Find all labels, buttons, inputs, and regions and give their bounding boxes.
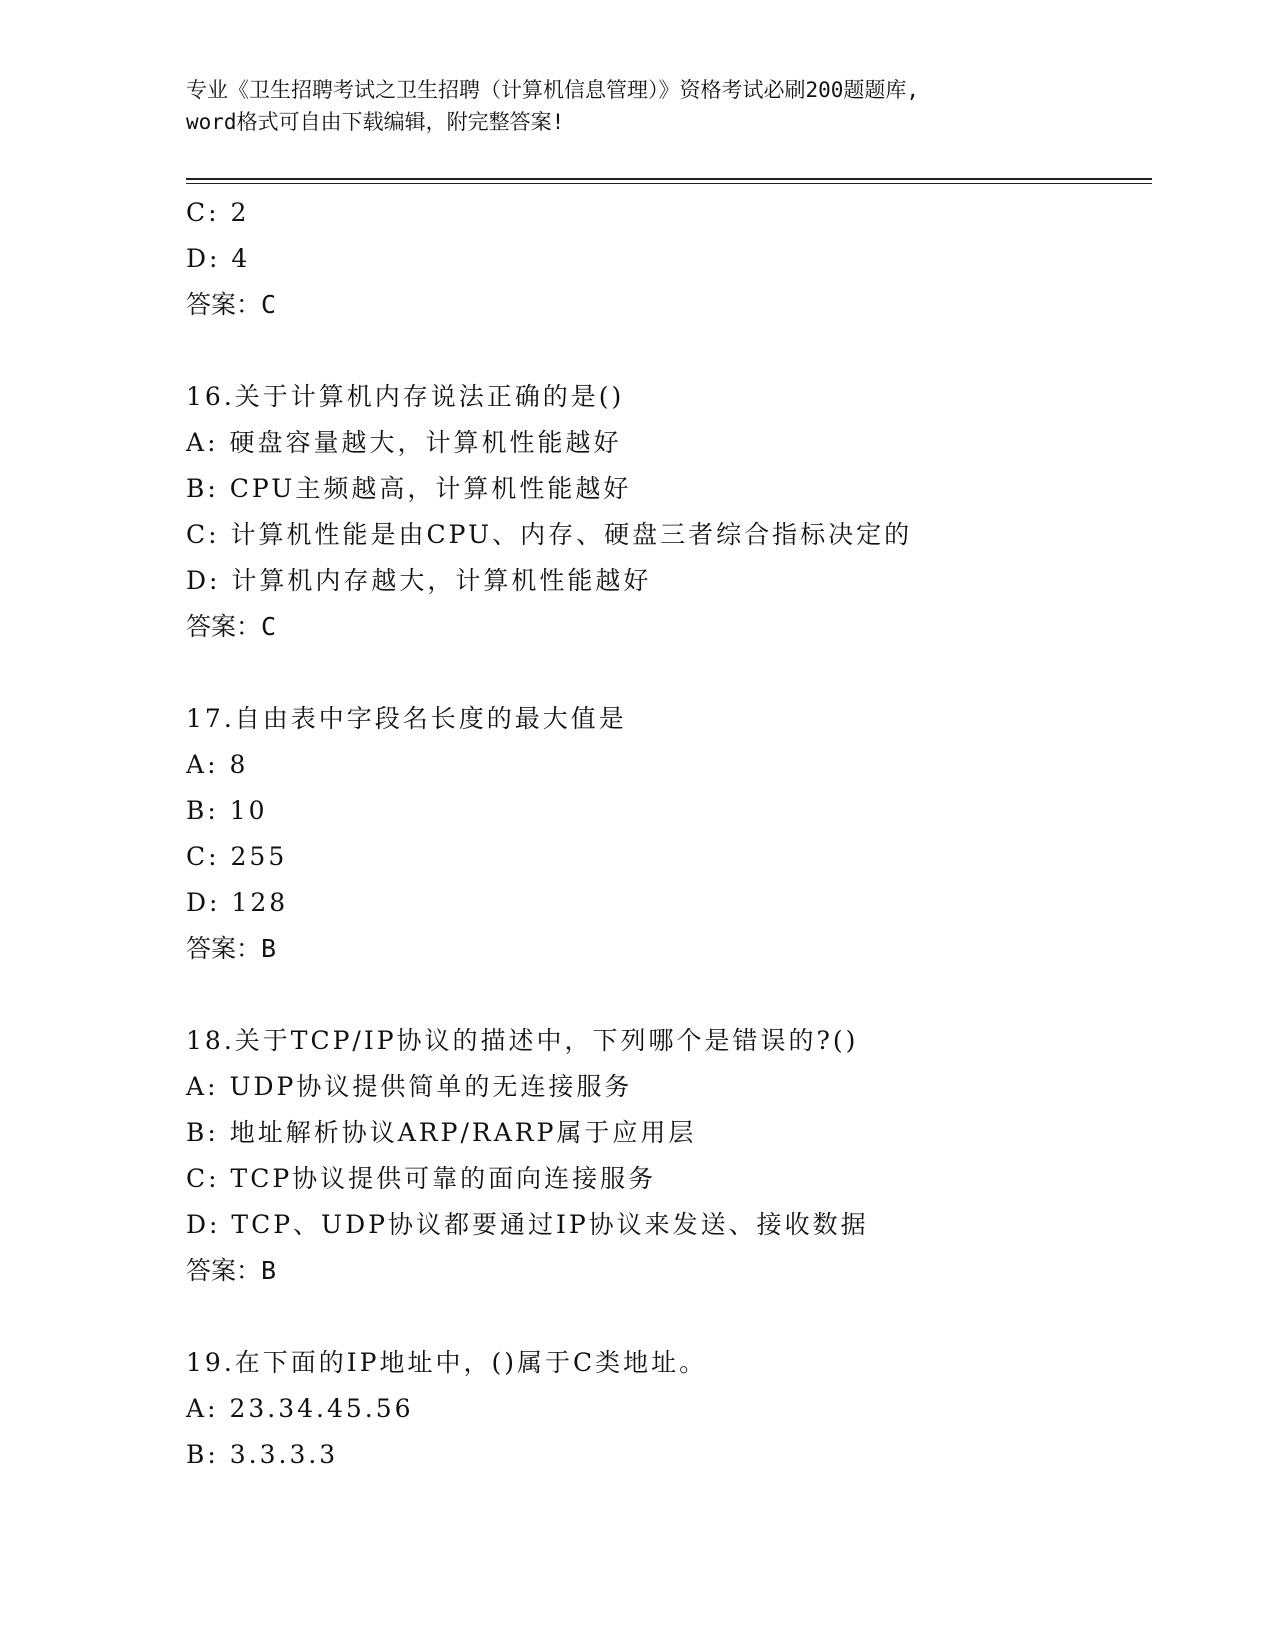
option-text: 硬盘容量越大，计算机性能越好 bbox=[229, 428, 622, 457]
answer: 答案：B bbox=[186, 934, 277, 963]
option-label: B bbox=[186, 1440, 208, 1469]
option-text: 4 bbox=[231, 244, 251, 273]
option-label: B bbox=[186, 1118, 208, 1147]
question-15-continued bbox=[186, 190, 1152, 374]
option-label: D bbox=[186, 566, 210, 595]
question-text: 关于计算机内存说法正确的是() bbox=[234, 382, 625, 411]
option-label: A bbox=[186, 1072, 208, 1101]
spacer bbox=[186, 328, 1152, 374]
answer: 答案：C bbox=[186, 612, 277, 641]
question-number: 16 bbox=[186, 382, 224, 411]
question-list bbox=[186, 190, 1152, 1478]
spacer bbox=[186, 650, 1152, 696]
option-label: A bbox=[186, 428, 208, 457]
option-a: A: 硬盘容量越大，计算机性能越好 bbox=[186, 428, 622, 457]
option-label: D bbox=[186, 888, 210, 917]
option-d: D: 128 bbox=[186, 888, 289, 917]
option-c: C: TCP协议提供可靠的面向连接服务 bbox=[186, 1164, 657, 1193]
answer: 答案：B bbox=[186, 1256, 277, 1285]
question-number: 18 bbox=[186, 1026, 224, 1055]
option-text: 2 bbox=[230, 198, 250, 227]
option-label: C bbox=[186, 520, 209, 549]
option-a: A: UDP协议提供简单的无连接服务 bbox=[186, 1072, 633, 1101]
option-label: D bbox=[186, 1210, 210, 1239]
option-text: TCP协议提供可靠的面向连接服务 bbox=[230, 1164, 657, 1193]
option-text: 计算机性能是由CPU、内存、硬盘三者综合指标决定的 bbox=[230, 520, 913, 549]
option-label: C bbox=[186, 198, 209, 227]
option-text: CPU主频越高，计算机性能越好 bbox=[229, 474, 632, 503]
spacer bbox=[186, 1294, 1152, 1340]
answer: 答案：C bbox=[186, 290, 277, 319]
header-divider-thin bbox=[186, 183, 1152, 184]
option-b: B: 3.3.3.3 bbox=[186, 1440, 339, 1469]
question-18 bbox=[186, 1018, 1152, 1340]
question-stem: 16.关于计算机内存说法正确的是() bbox=[186, 382, 625, 411]
question-number: 17 bbox=[186, 704, 224, 733]
header-title-line-1: 专业《卫生招聘考试之卫生招聘（计算机信息管理）》资格考试必刷200题题库, bbox=[186, 78, 920, 102]
option-label: A bbox=[186, 1394, 208, 1423]
option-b: B: CPU主频越高，计算机性能越好 bbox=[186, 474, 632, 503]
question-19 bbox=[186, 1340, 1152, 1478]
option-text: UDP协议提供简单的无连接服务 bbox=[229, 1072, 633, 1101]
question-stem: 19.在下面的IP地址中，()属于C类地址。 bbox=[186, 1348, 708, 1377]
option-label: C bbox=[186, 1164, 209, 1193]
option-a: A: 23.34.45.56 bbox=[186, 1394, 414, 1423]
option-label: D bbox=[186, 244, 210, 273]
header-divider-thick bbox=[186, 178, 1152, 180]
question-17 bbox=[186, 696, 1152, 1018]
option-d: D: TCP、UDP协议都要通过IP协议来发送、接收数据 bbox=[186, 1210, 869, 1239]
option-text: 128 bbox=[231, 888, 289, 917]
option-d: D: 计算机内存越大，计算机性能越好 bbox=[186, 566, 652, 595]
option-c: C: 255 bbox=[186, 842, 288, 871]
option-label: B bbox=[186, 474, 208, 503]
option-text: TCP、UDP协议都要通过IP协议来发送、接收数据 bbox=[231, 1210, 869, 1239]
option-label: C bbox=[186, 842, 209, 871]
question-text: 关于TCP/IP协议的描述中，下列哪个是错误的?() bbox=[234, 1026, 859, 1055]
header-title-line-2: word格式可自由下载编辑，附完整答案! bbox=[186, 110, 565, 134]
question-stem: 18.关于TCP/IP协议的描述中，下列哪个是错误的?() bbox=[186, 1026, 859, 1055]
option-b: B: 地址解析协议ARP/RARP属于应用层 bbox=[186, 1118, 697, 1147]
document-header bbox=[186, 74, 1086, 138]
option-b: B: 10 bbox=[186, 796, 268, 825]
option-c: C: 2 bbox=[186, 198, 250, 227]
option-text: 计算机内存越大，计算机性能越好 bbox=[231, 566, 652, 595]
option-text: 3.3.3.3 bbox=[229, 1440, 339, 1469]
option-text: 10 bbox=[229, 796, 268, 825]
spacer bbox=[186, 972, 1152, 1018]
question-stem: 17.自由表中字段名长度的最大值是 bbox=[186, 704, 627, 733]
question-text: 自由表中字段名长度的最大值是 bbox=[234, 704, 627, 733]
question-number: 19 bbox=[186, 1348, 224, 1377]
option-label: A bbox=[186, 750, 208, 779]
question-16 bbox=[186, 374, 1152, 696]
option-label: B bbox=[186, 796, 208, 825]
option-text: 255 bbox=[230, 842, 288, 871]
option-d: D: 4 bbox=[186, 244, 251, 273]
option-text: 23.34.45.56 bbox=[229, 1394, 414, 1423]
option-text: 8 bbox=[229, 750, 249, 779]
question-text: 在下面的IP地址中，()属于C类地址。 bbox=[234, 1348, 708, 1377]
option-a: A: 8 bbox=[186, 750, 249, 779]
option-c: C: 计算机性能是由CPU、内存、硬盘三者综合指标决定的 bbox=[186, 520, 913, 549]
option-text: 地址解析协议ARP/RARP属于应用层 bbox=[229, 1118, 697, 1147]
